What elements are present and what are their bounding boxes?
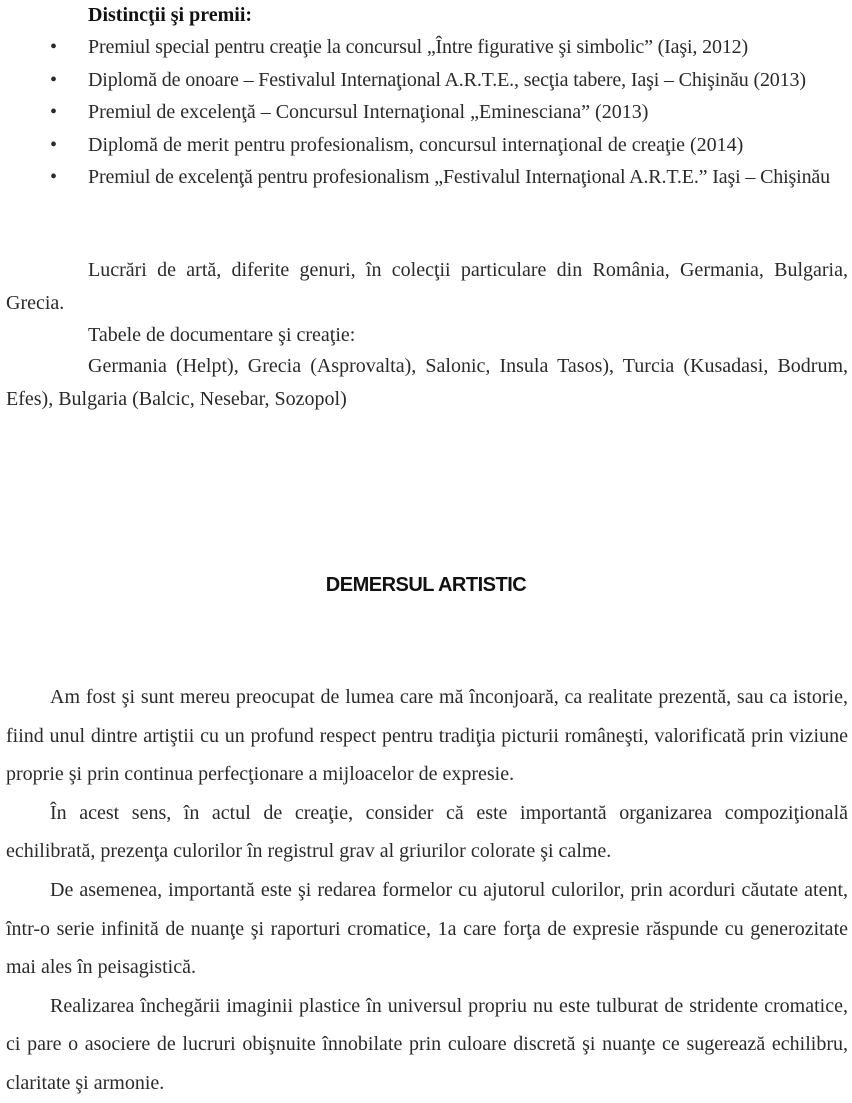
list-item [0,129,852,162]
camps-list: Germania (Helpt), Grecia (Asprovalta), Salonic, Insula Tasos), Turcia (Kusadasi, Bodrum, Efes), Bulgaria (Balcic, Nesebar, Sozopol) [6,355,848,410]
list-item [0,31,852,64]
section-title: DEMERSUL ARTISTIC [325,574,527,596]
list-item-text: Diplomă de merit pentru profesionalism, concursul internaţional de creaţie (2014) [88,133,744,156]
collections-paragraph: Lucrări de artă, diferite genuri, în colecţii particulare din România, Germania, Bulgaria, Grecia. [6,259,848,314]
list-item [0,64,852,97]
bullet-icon: • [50,101,58,123]
body-paragraph: În acest sens, în actul de creaţie, consider că este importantă organizarea compoziţională echilibrată, prezenţa culorilor în registrul grav al griurilor colorate şi calme. [6,801,848,863]
distinctions-list [0,31,852,194]
list-item-text: Premiul de excelenţă pentru profesionalism „Festivalul Internaţional A.R.T.E.” Iaşi – Chişinău [88,166,831,188]
camps-label: Tabele de documentare şi creaţie: [88,324,356,346]
list-item-text: Premiul special pentru creaţie la concursul „Între figurative şi simbolic” (Iaşi, 2012) [88,36,749,58]
distinctions-heading: Distincţii şi premii: [88,4,253,26]
body-paragraph: De asemenea, importantă este şi redarea formelor cu ajutorul culorilor, prin acorduri căutate atent, într-o serie infinită de nuanţe şi raporturi cromatice, 1a care forţa de expresie răspunde cu generozitate mai ales în peisagistică. [6,878,848,979]
section-body [6,678,848,1103]
bullet-icon: • [50,68,57,91]
bullet-icon: • [50,133,58,156]
body-paragraph: Am fost şi sunt mereu preocupat de lumea care mă înconjoară, ca realitate prezentă, sau ca istorie, fiind unul dintre artiştii cu un profund respect pentru tradiţia picturii româneşti, valorificată prin viziune proprie şi prin continua perfecţionare a mijloacelor de expresie. [6,686,848,786]
list-item [0,96,852,129]
bullet-icon: • [50,36,57,58]
body-paragraph: Realizarea închegării imaginii plastice în universul propriu nu este tulburat de stridente cromatice, ci pare o asociere de lucruri obişnuite înnobilate prin culoare discretă şi nuanţe ce sugerează echilibru, claritate şi armonie. [6,994,848,1094]
list-item-text: Premiul de excelenţă – Concursul Internaţional „Eminesciana” (2013) [88,101,649,123]
list-item [0,161,852,194]
bullet-icon: • [50,166,57,188]
list-item-text: Diplomă de onoare – Festivalul Internaţional A.R.T.E., secţia tabere, Iaşi – Chişinău (2013) [88,68,806,91]
